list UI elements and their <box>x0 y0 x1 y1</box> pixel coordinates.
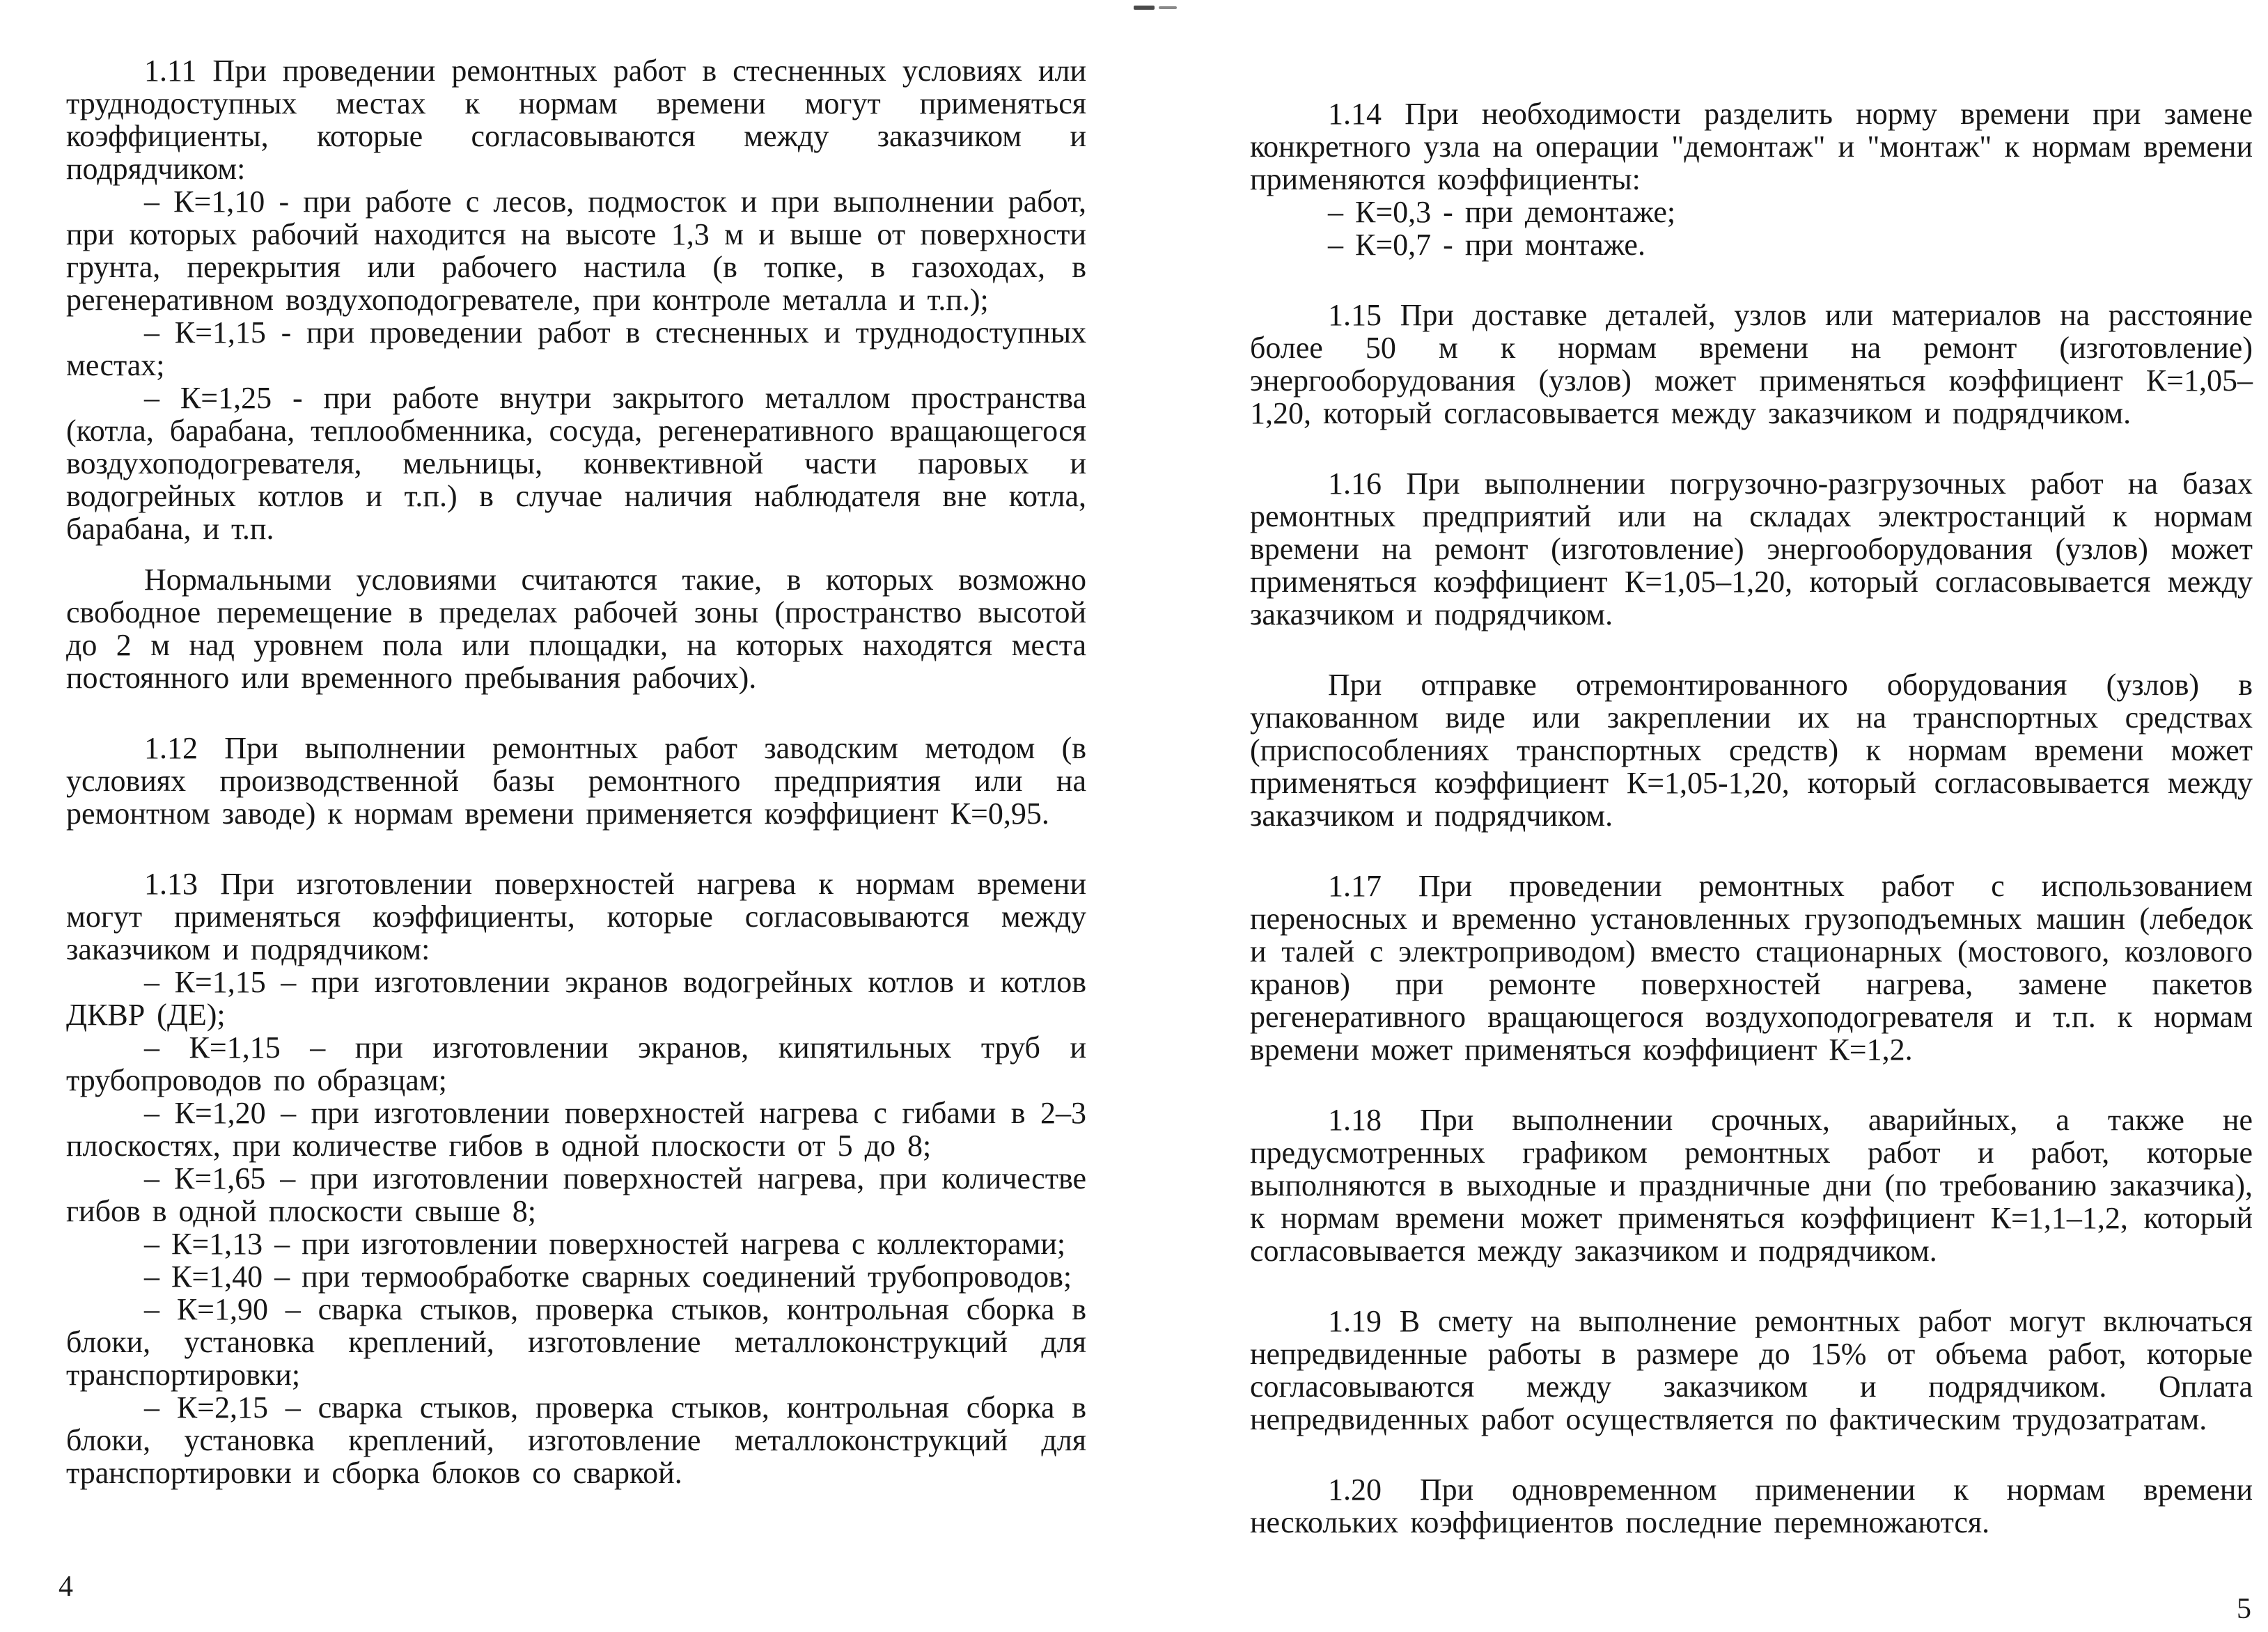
coefficient-item-k1-15-samples: – К=1,15 – при изготовлении экранов, кипятильных труб и трубопроводов по образцам; <box>66 1030 1086 1097</box>
coefficient-item-k1-20: – К=1,20 – при изготовлении поверхностей нагрева с гибами в 2–3 плоскостях, при количестве гибов в одной плоскости от 5 до 8; <box>66 1096 1086 1163</box>
coefficient-item-k0-3: – К=0,3 - при демонтаже; <box>1328 195 1676 229</box>
shipping-note: При отправке отремонтированного оборудования (узлов) в упакованном виде или закреплении их на транспортных средствах (приспособлениях транспортных средств) к нормам времени может применяться коэффициент К=1,05-1,20, который согласовывается между заказчиком и подрядчиком. <box>1250 668 2253 833</box>
normal-conditions-note: Нормальными условиями считаются такие, в которых возможно свободное перемещение в пределах рабочей зоны (пространство высотой до 2 м над уровнем пола или площадки, на которых находятся места постоянного или временного пребывания рабочих). <box>66 563 1086 695</box>
coefficient-item-k1-65: – К=1,65 – при изготовлении поверхностей нагрева, при количестве гибов в одной плоскости свыше 8; <box>66 1161 1086 1228</box>
section-1-11: 1.11 При проведении ремонтных работ в стесненных условиях или труднодоступных местах к нормам времени могут применяться коэффициенты, которые согласовываются между заказчиком и подрядчиком: <box>66 54 1086 186</box>
page-5 <box>1250 97 2253 1539</box>
page-4 <box>66 54 1086 1489</box>
coefficient-item-k0-7: – К=0,7 - при монтаже. <box>1328 228 1645 262</box>
page-number-left: 4 <box>58 1571 73 1603</box>
coefficient-item-k1-25: – К=1,25 - при работе внутри закрытого металлом пространства (котла, барабана, теплообменника, сосуда, регенеративного вращающегося воздухоподогревателя, мельницы, конвективной части паровых и водогрейных котлов и т.п.) в случае наличия наблюдателя вне котла, барабана, и т.п. <box>66 381 1086 546</box>
section-1-18: 1.18 При выполнении срочных, аварийных, а также не предусмотренных графиком ремонтных работ и работ, которые выполняются в выходные и праздничные дни (по требованию заказчика), к нормам времени может применяться коэффициент К=1,1–1,2, который согласовывается между заказчиком и подрядчиком. <box>1250 1103 2253 1268</box>
coefficient-item-k1-10: – К=1,10 - при работе с лесов, подмосток и при выполнении работ, при которых рабочий находится на высоте 1,3 м и выше от поверхности грунта, перекрытия или рабочего настила (в топке, в газоходах, в регенеративном воздухоподогревателе, при контроле металла и т.п.); <box>66 185 1086 317</box>
section-1-14: 1.14 При необходимости разделить норму времени при замене конкретного узла на операции "демонтаж" и "монтаж" к нормам времени применяются коэффициенты: <box>1250 97 2253 196</box>
section-1-17: 1.17 При проведении ремонтных работ с использованием переносных и временно установленных грузоподъемных машин (лебедок и талей с электроприводом) вместо стационарных (мостового, козлового кранов) при ремонте поверхностей нагрева, замене пакетов регенеративного вращающегося воздухоподогревателя и т.п. к нормам времени может применяться коэффициент К=1,2. <box>1250 869 2253 1067</box>
section-1-19: 1.19 В смету на выполнение ремонтных работ могут включаться непредвиденные работы в размере до 15% от объема работ, которые согласовываются между заказчиком и подрядчиком. Оплата непредвиденных работ осуществляется по фактическим трудозатратам. <box>1250 1304 2253 1436</box>
page-number-right: 5 <box>2237 1593 2251 1625</box>
section-1-12: 1.12 При выполнении ремонтных работ заводским методом (в условиях производственной базы ремонтного предприятия или на ремонтном заводе) к нормам времени применяется коэффициент К=0,95. <box>66 731 1086 831</box>
coefficient-item-k1-40: – К=1,40 – при термообработке сварных соединений трубопроводов; <box>144 1260 1072 1294</box>
scan-artifact <box>1134 6 1155 10</box>
coefficient-item-k2-15: – К=2,15 – сварка стыков, проверка стыков, контрольная сборка в блоки, установка креплений, изготовление металлоконструкций для транспортировки и сборка блоков со сваркой. <box>66 1390 1086 1490</box>
section-1-20: 1.20 При одновременном применении к нормам времени нескольких коэффициентов последние перемножаются. <box>1250 1473 2253 1539</box>
section-1-13: 1.13 При изготовлении поверхностей нагрева к нормам времени могут применяться коэффициенты, которые согласовываются между заказчиком и подрядчиком: <box>66 867 1086 966</box>
section-1-16: 1.16 При выполнении погрузочно-разгрузочных работ на базах ремонтных предприятий или на складах электростанций к нормам времени на ремонт (изготовление) энергооборудования (узлов) может применяться коэффициент К=1,05–1,20, который согласовывается между заказчиком и подрядчиком. <box>1250 466 2253 631</box>
coefficient-item-k1-13: – К=1,13 – при изготовлении поверхностей нагрева с коллекторами; <box>144 1227 1066 1261</box>
section-1-15: 1.15 При доставке деталей, узлов или материалов на расстояние более 50 м к нормам времени на ремонт (изготовление) энергооборудования (узлов) может применяться коэффициент К=1,05–1,20, который согласовывается между заказчиком и подрядчиком. <box>1250 298 2253 430</box>
coefficient-item-k1-15: – К=1,15 - при проведении работ в стесненных и труднодоступных местах; <box>66 315 1086 382</box>
coefficient-item-k1-15-dkvr: – К=1,15 – при изготовлении экранов водогрейных котлов и котлов ДКВР (ДЕ); <box>66 965 1086 1032</box>
coefficient-item-k1-90: – К=1,90 – сварка стыков, проверка стыков, контрольная сборка в блоки, установка креплений, изготовление металлоконструкций для транспортировки; <box>66 1292 1086 1392</box>
